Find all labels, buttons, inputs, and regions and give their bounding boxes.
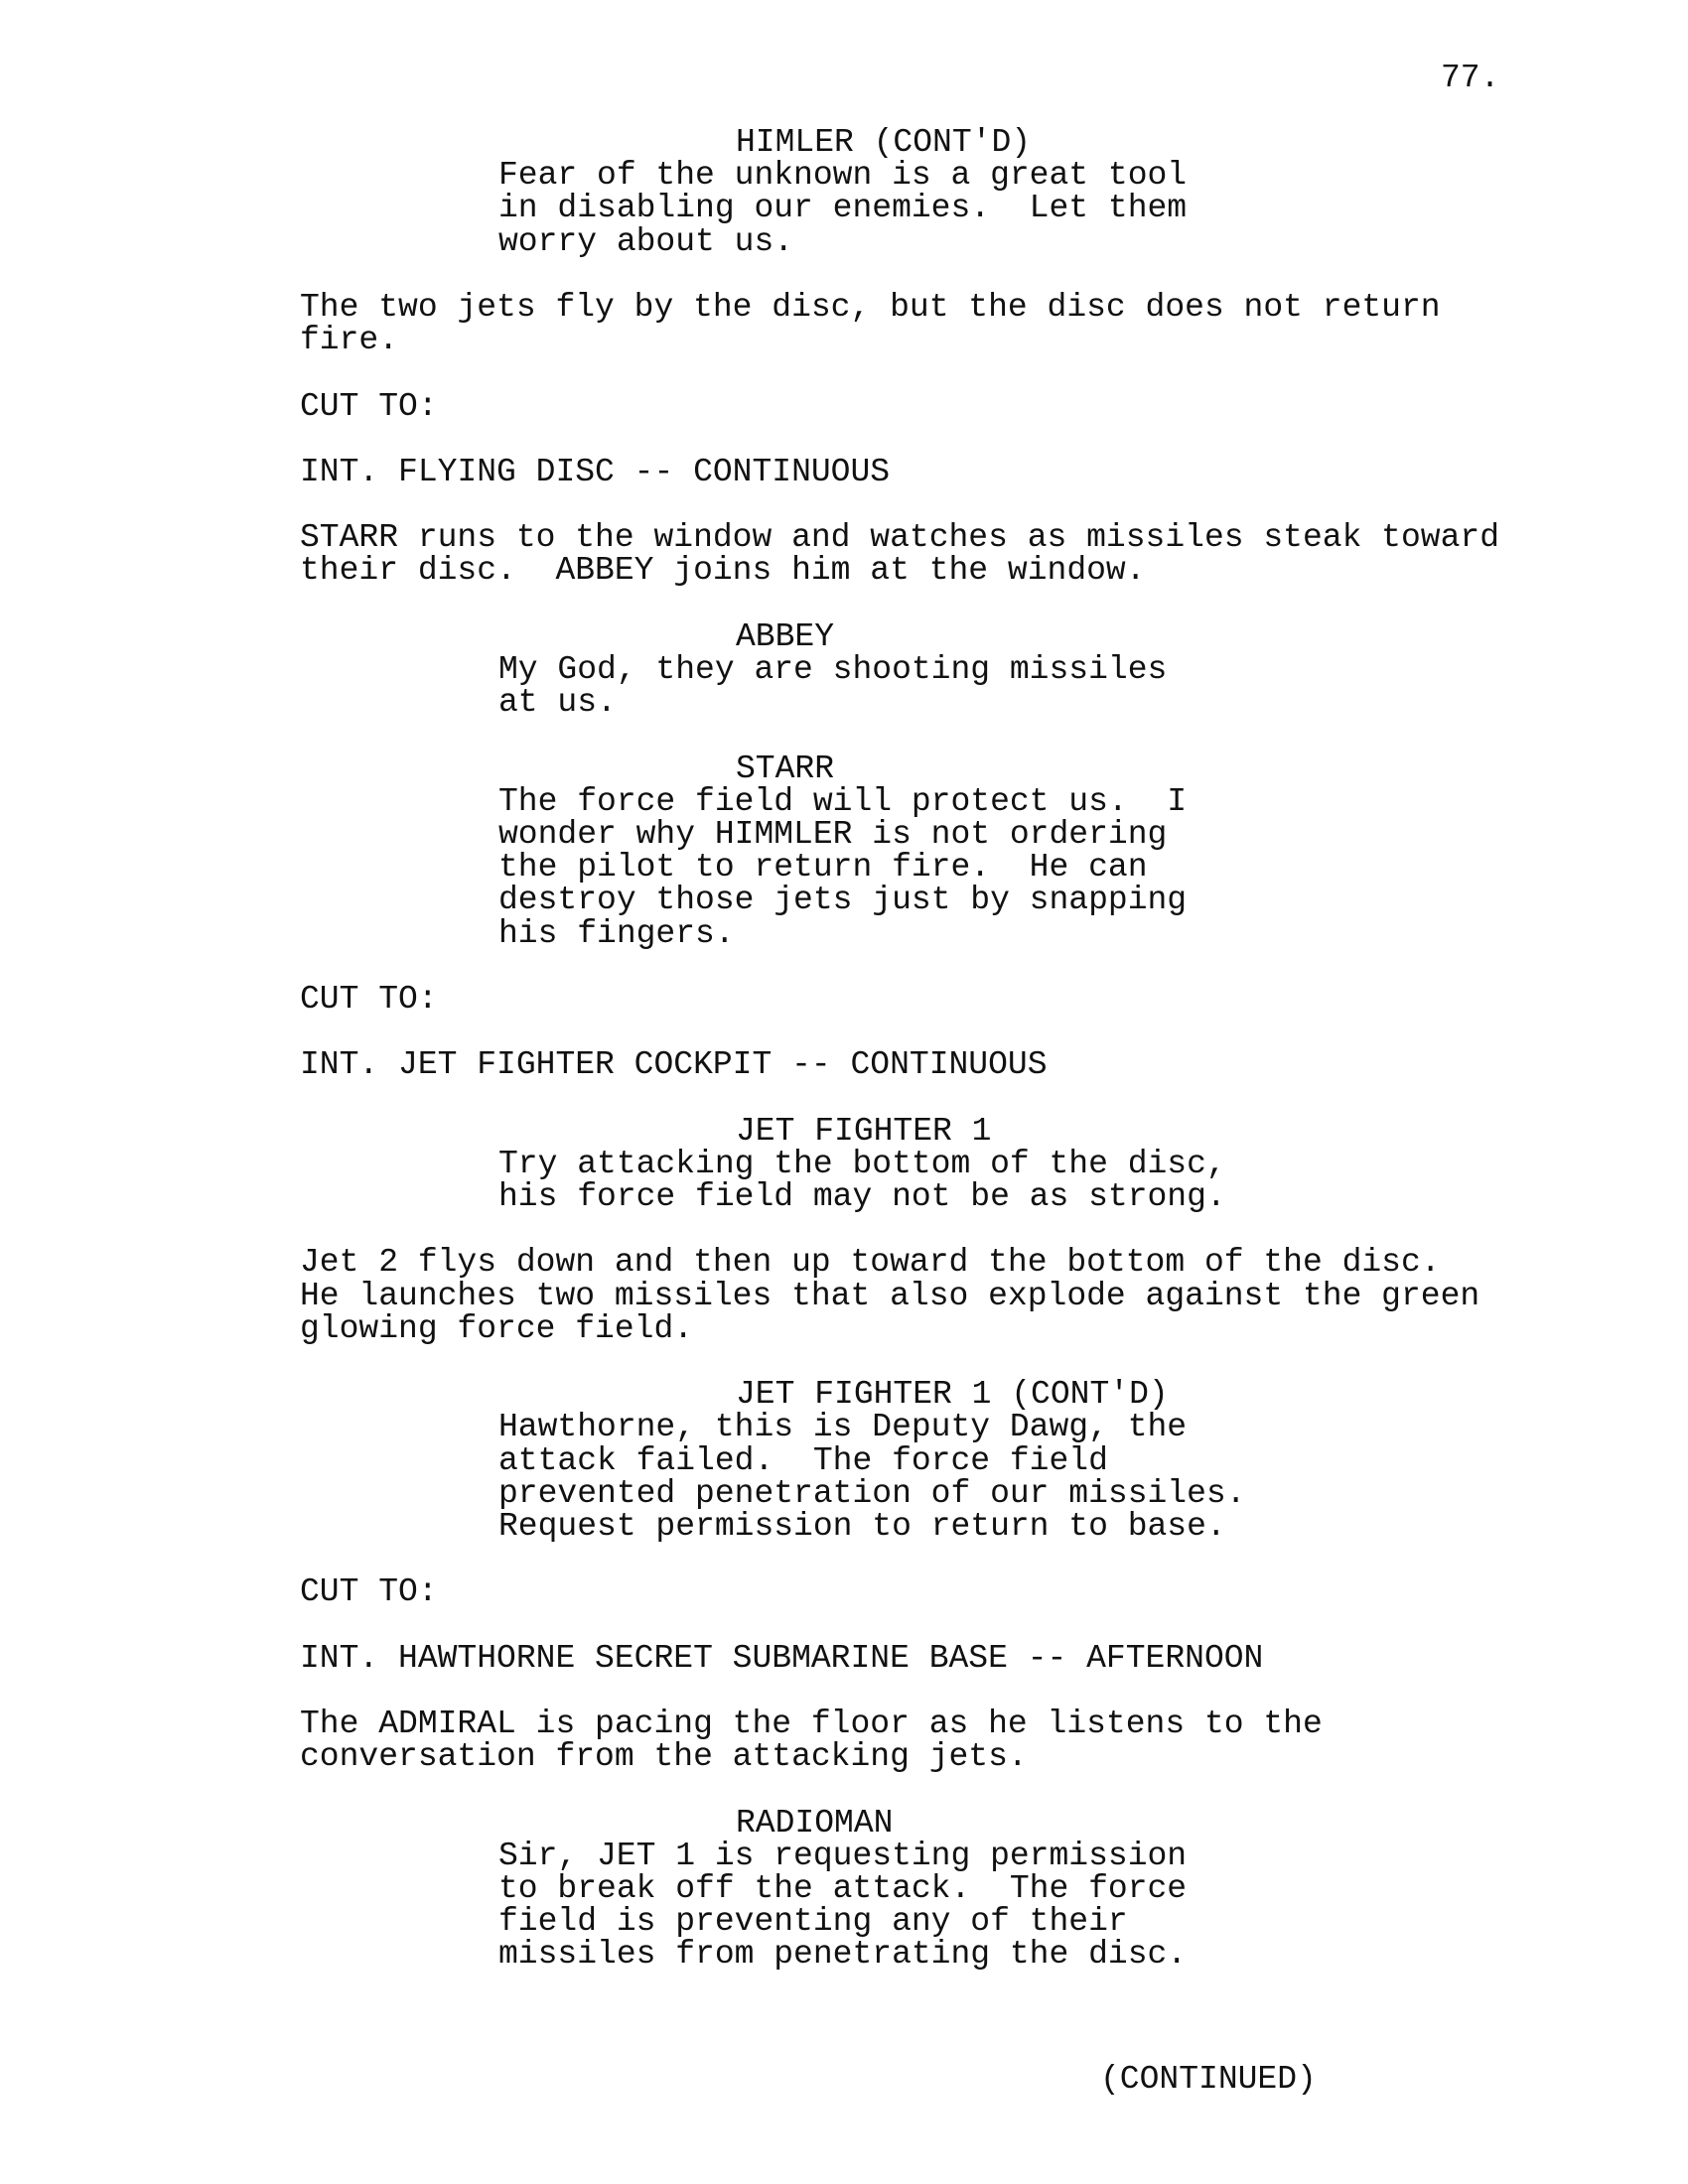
scene-heading: INT. FLYING DISC -- CONTINUOUS bbox=[300, 453, 891, 490]
action-line: The two jets fly by the disc, but the disc does not return bbox=[300, 288, 1441, 326]
dialogue-line: The force field will protect us. I bbox=[498, 782, 1188, 820]
dialogue-line: Hawthorne, this is Deputy Dawg, the bbox=[498, 1409, 1188, 1446]
action-line: their disc. ABBEY joins him at the window. bbox=[300, 552, 1146, 590]
dialogue-line: his force field may not be as strong. bbox=[498, 1178, 1226, 1215]
dialogue-line: Try attacking the bottom of the disc, bbox=[498, 1145, 1226, 1182]
continued-marker: (CONTINUED) bbox=[1100, 2061, 1317, 2098]
dialogue-line: his fingers. bbox=[498, 914, 735, 952]
dialogue-line: to break off the attack. The force bbox=[498, 1869, 1188, 1907]
spacer bbox=[0, 1773, 1688, 1806]
spacer bbox=[0, 423, 1688, 456]
action-block bbox=[0, 1706, 1688, 1776]
transition: CUT TO: bbox=[300, 980, 438, 1018]
spacer bbox=[0, 1543, 1688, 1575]
character-cue: HIMLER (CONT'D) bbox=[736, 124, 1032, 161]
dialogue-line: Fear of the unknown is a great tool bbox=[498, 157, 1188, 195]
dialogue-line: at us. bbox=[498, 684, 617, 722]
dialogue-line: Request permission to return to base. bbox=[498, 1507, 1226, 1545]
dialogue-block bbox=[0, 1411, 1688, 1543]
dialogue-line: in disabling our enemies. Let them bbox=[498, 190, 1188, 227]
spacer bbox=[0, 1081, 1688, 1114]
spacer bbox=[0, 356, 1688, 389]
dialogue-line: prevented penetration of our missiles. bbox=[498, 1474, 1246, 1512]
spacer bbox=[0, 588, 1688, 620]
dialogue-line: missiles from penetrating the disc. bbox=[498, 1936, 1188, 1974]
dialogue-line: destroy those jets just by snapping bbox=[498, 882, 1188, 919]
character-cue: JET FIGHTER 1 (CONT'D) bbox=[736, 1376, 1169, 1414]
dialogue-line: field is preventing any of their bbox=[498, 1903, 1128, 1941]
action-line: fire. bbox=[300, 322, 399, 359]
spacer bbox=[0, 258, 1688, 291]
scene-heading: INT. JET FIGHTER COCKPIT -- CONTINUOUS bbox=[300, 1046, 1048, 1084]
page-number: 77. bbox=[1441, 60, 1500, 96]
action-line: He launches two missiles that also explode against the green bbox=[300, 1277, 1480, 1314]
action-block bbox=[0, 519, 1688, 590]
spacer bbox=[0, 719, 1688, 751]
dialogue-line: wonder why HIMMLER is not ordering bbox=[498, 815, 1168, 853]
action-line: conversation from the attacking jets. bbox=[300, 1738, 1028, 1776]
spacer bbox=[0, 1608, 1688, 1641]
dialogue-block bbox=[0, 159, 1688, 258]
character-cue: RADIOMAN bbox=[736, 1804, 894, 1842]
character-cue: STARR bbox=[736, 750, 835, 787]
dialogue-block bbox=[0, 1145, 1688, 1215]
action-line: The ADMIRAL is pacing the floor as he listens to the bbox=[300, 1706, 1323, 1742]
dialogue-line: My God, they are shooting missiles bbox=[498, 651, 1168, 688]
action-line: glowing force field. bbox=[300, 1309, 694, 1347]
character-cue: ABBEY bbox=[736, 617, 835, 655]
dialogue-block bbox=[0, 1837, 1688, 1974]
dialogue-line: attack failed. The force field bbox=[498, 1441, 1108, 1479]
dialogue-block bbox=[0, 651, 1688, 722]
spacer bbox=[0, 488, 1688, 521]
action-block bbox=[0, 1246, 1688, 1345]
action-line: Jet 2 flys down and then up toward the bottom of the disc. bbox=[300, 1244, 1441, 1282]
action-block bbox=[0, 288, 1688, 359]
dialogue-line: Sir, JET 1 is requesting permission bbox=[498, 1837, 1188, 1874]
screenplay-body bbox=[0, 126, 1688, 1972]
spacer bbox=[0, 1016, 1688, 1048]
spacer bbox=[0, 950, 1688, 983]
spacer bbox=[0, 1213, 1688, 1246]
transition: CUT TO: bbox=[300, 387, 438, 425]
scene-heading: INT. HAWTHORNE SECRET SUBMARINE BASE -- AFTERNOON bbox=[300, 1639, 1264, 1677]
spacer bbox=[0, 1345, 1688, 1378]
dialogue-line: the pilot to return fire. He can bbox=[498, 849, 1148, 887]
action-line: STARR runs to the window and watches as missiles steak toward bbox=[300, 519, 1499, 557]
character-cue: JET FIGHTER 1 bbox=[736, 1112, 992, 1150]
dialogue-block bbox=[0, 782, 1688, 952]
spacer bbox=[0, 1675, 1688, 1707]
dialogue-line: worry about us. bbox=[498, 222, 794, 260]
transition: CUT TO: bbox=[300, 1573, 438, 1611]
